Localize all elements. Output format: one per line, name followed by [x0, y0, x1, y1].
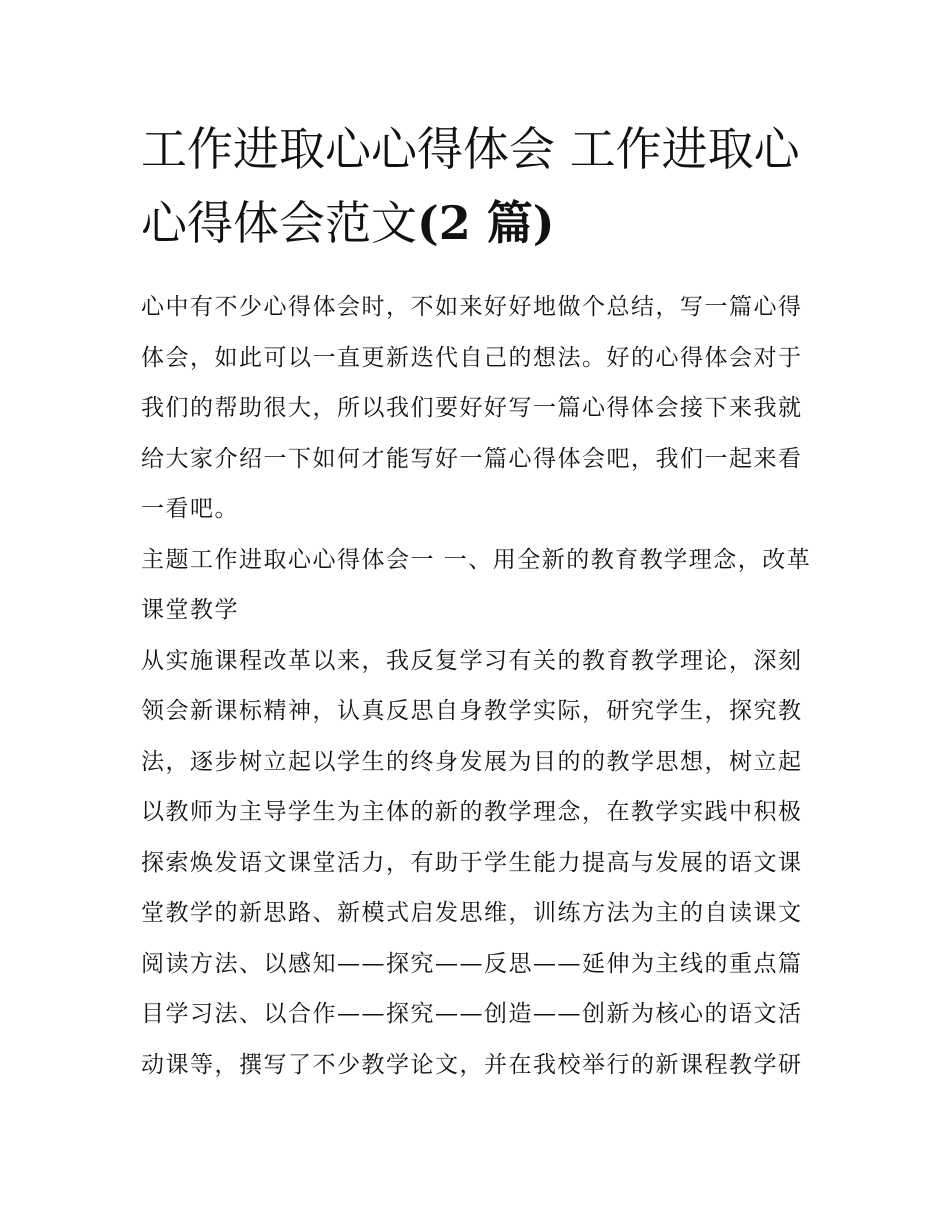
document-title-main: 工作进取心心得体会 工作进取心心得体会范文: [141, 122, 800, 250]
document-content: [141, 112, 821, 1090]
document-title-count: (2 篇): [417, 196, 555, 250]
section-heading: 主题工作进取心心得体会一 一、用全新的教育教学理念，改革课堂教学: [141, 546, 812, 623]
intro-paragraph: 心中有不少心得体会时，不如来好好地做个总结，写一篇心得体会，如此可以一直更新迭代自己的想法。好的心得体会对于我们的帮助很大，所以我们要好好写一篇心得体会接下来我就给大家介绍一下如何才能写好一篇心得体会吧，我们一起来看一看吧。: [141, 294, 803, 522]
body-paragraph: 从实施课程改革以来，我反复学习有关的教育教学理论，深刻领会新课标精神，认真反思自身教学实际，研究学生，探究教法，逐步树立起以学生的终身发展为目的的教学思想，树立起以教师为主导学生为主体的新的教学理念，在教学实践中积极探索焕发语文课堂活力，有助于学生能力提高与发展的语文课堂教学的新思路、新模式启发思维，训练方法为主的自读课文阅读方法、以感知——探究——反思——延伸为主线的重点篇目学习法、以合作——探究——创造——创新为核心的语文活动课等，撰写了不少教学论文，并在我校举行的新课程教学研: [141, 647, 803, 1078]
document-title: [141, 112, 821, 260]
